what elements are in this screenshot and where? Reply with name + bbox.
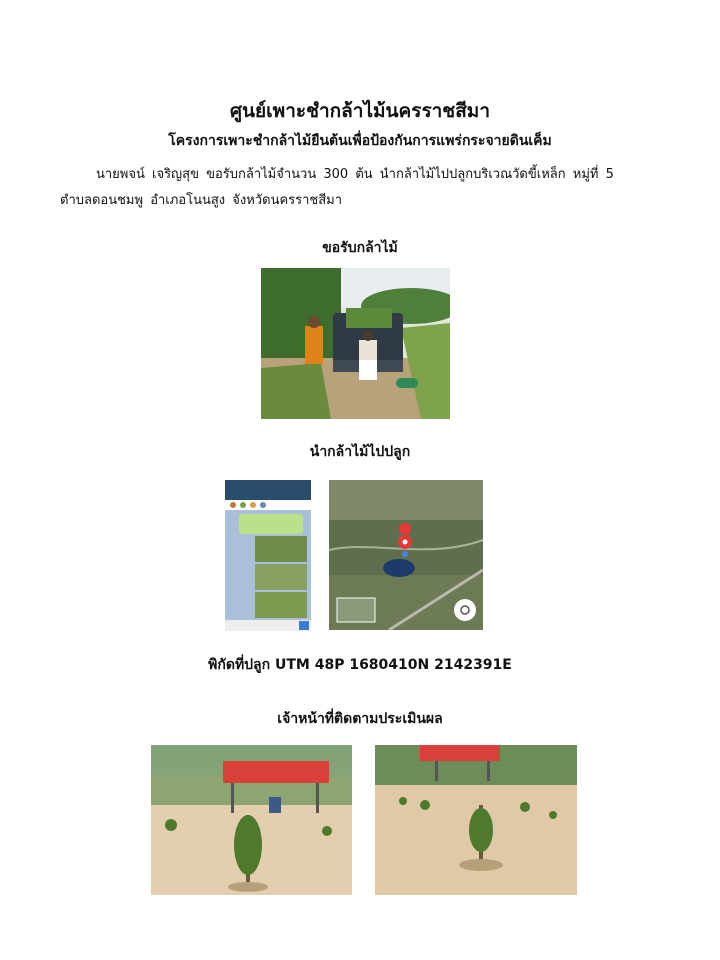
description-line-2: ตำบลดอนชมพู อำเภอโนนสูง จังหวัดนครราชสีมา <box>60 193 343 208</box>
followup-heading: เจ้าหน้าที่ติดตามประเมินผล <box>277 711 443 727</box>
followup-photo-right <box>375 745 577 895</box>
planting-heading: นำกล้าไม้ไปปลูก <box>309 444 411 460</box>
description-line-1: นายพจน์ เจริญสุข ขอรับกล้าไม้จำนวน 300 ต้น นำกล้าไม้ไปปลูกบริเวณวัดขี้เหล็ก หมู่ที่ 5 <box>96 167 614 182</box>
project-subtitle: โครงการเพาะชำกล้าไม้ยืนต้นเพื่อป้องกันการแพร่กระจายดินเค็ม <box>168 133 552 149</box>
followup-photo-left <box>151 745 352 895</box>
coordinates-text: พิกัดที่ปลูก UTM 48P 1680410N 2142391E <box>208 657 512 673</box>
receive-seedlings-photo <box>261 268 450 419</box>
description-paragraph <box>60 162 660 214</box>
locate-icon <box>454 599 476 621</box>
receive-heading: ขอรับกล้าไม้ <box>322 240 398 256</box>
chat-screenshot <box>225 480 311 631</box>
satellite-map <box>329 480 483 630</box>
document-title: ศูนย์เพาะชำกล้าไม้นครราชสีมา <box>230 100 490 122</box>
